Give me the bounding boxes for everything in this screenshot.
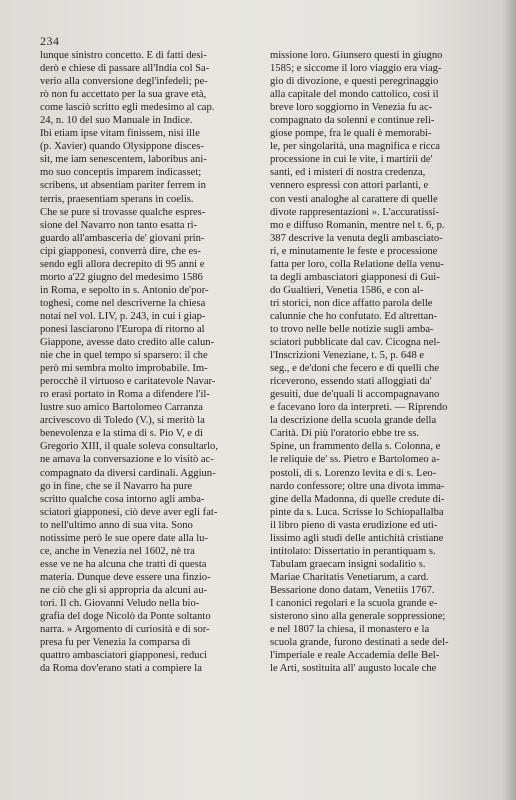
text-line: le reliquie de' ss. Pietro e Bartolomeo a- (270, 454, 440, 466)
text-line: mo suo conceptis imparem indicasset; (40, 167, 202, 179)
text-line: Giappone, avesse dato credito alle calun- (40, 337, 215, 349)
text-line: verio alla conversione degl'infedeli; pe- (40, 76, 208, 88)
text-line: mo e diffuso Romanin, mentre nel t. 6, p. (270, 219, 445, 231)
text-line: breve loro soggiorno in Venezia fu ac- (270, 102, 433, 114)
text-line: compagnato da diversi cardinali. Aggiun- (40, 467, 216, 479)
text-line: pinte da s. Luca. Scrisse lo Schiopallalba (270, 506, 444, 518)
text-line: ri, e minutamente le feste e processione (270, 245, 438, 257)
text-line: narra. » Argomento di curiosità e di sor- (40, 624, 210, 636)
text-line: (p. Xavier) quando Olysippone disces- (40, 141, 204, 153)
text-line: seg., e de'doni che fecero e di quelli che (270, 363, 439, 375)
text-line: però mi sembra molto improbabile. Im- (40, 363, 208, 375)
text-line: gio di divozione, e questi peregrinaggio (270, 76, 439, 88)
text-line: guardo all'ambasceria de' giovani prin- (40, 232, 205, 244)
text-line: ce, anche in Venezia nel 1602, nè tra (40, 545, 195, 557)
text-line: I canonici regolari e la scuola grande e- (270, 597, 438, 609)
text-line: 387 descrive la venuta degli ambasciato- (270, 232, 443, 244)
text-line: go in fine, che se il Navarro ha pure (40, 480, 193, 492)
text-line: notai nel vol. LIV, p. 243, in cui i giap- (40, 310, 206, 322)
text-line: tri storici, non dice affatto parola delle (270, 297, 433, 309)
text-line: santi, ed i misteri di nostra credenza, (270, 167, 426, 179)
text-line: intitolato: Dissertatio in perantiquam s. (270, 545, 436, 557)
text-line: vennero espressi con attori parlanti, e (270, 180, 429, 192)
text-line: compagnato da solenni e continue reli- (270, 115, 435, 127)
text-line: benevolenza e la stima di s. Pio V, e di (40, 428, 203, 440)
page-number: 234 (40, 34, 60, 48)
text-line: Carità. Di più l'oratorio ebbe tre ss. (270, 428, 420, 440)
text-line: 24, n. 10 del suo Manuale in Indice. (40, 115, 193, 127)
text-line: Ibi etiam ipse vitam finissem, nisi ille (40, 128, 200, 140)
text-line: Bessarione dono datam, Venetiis 1767. (270, 584, 435, 596)
text-line: do Gualtieri, Venetia 1586, e con al- (270, 284, 424, 296)
text-line: sisterono sino alla generale soppressione; (270, 611, 446, 623)
text-line: quattro ambasciatori giapponesi, reduci (40, 650, 208, 662)
text-line: con vesti analoghe al carattere di quelle (270, 193, 438, 205)
text-line: terris, praesentiam sperans in coelis. (40, 193, 194, 205)
text-line: toghesi, come nel descriverne la chiesa (40, 297, 206, 309)
text-line: esse ve ne ha alcuna che tratti di questa (40, 558, 207, 570)
text-line: postoli, di s. Lorenzo levita e di s. Leo- (270, 467, 437, 479)
text-line: grafia del doge Nicolò da Ponte soltanto (40, 611, 211, 623)
text-line: Tabulam graecam insigni sodalitio s. (270, 558, 426, 570)
text-line: lunque sinistro concetto. E di fatti desi- (40, 50, 207, 61)
text-line: lissimo agli studi delle antichità cristiane (270, 532, 444, 544)
text-line: derò e chiese di passare all'India col Sa- (40, 63, 210, 75)
text-line: l'Inscrizioni Veneziane, t. 5, p. 648 e (270, 350, 425, 362)
text-line: Spine, un frammento della s. Colonna, e (270, 441, 441, 453)
text-line: divote rappresentazioni ». L'accuratissi- (270, 206, 439, 218)
text-line: ta degli ambasciatori giapponesi di Gui- (270, 271, 440, 283)
text-line: materia. Dunque deve essere una finzio- (40, 571, 211, 583)
text-line: ponesi lasciarono l'Europa di ritorno al (40, 323, 205, 335)
text-line: sciatori giapponesi, ciò deve aver egli fat- (40, 506, 218, 518)
text-line: calunnie che ho confutato. Ed altrettan- (270, 310, 438, 322)
text-line: to trovo nelle belle notizie sugli amba- (270, 323, 434, 335)
text-line: fatta per loro, colla Relatione della venu- (270, 258, 444, 270)
text-line: le, per singolarità, una magnifica e ricca (270, 141, 441, 153)
text-line: cipi giapponesi, converrà dire, che es- (40, 245, 201, 257)
text-line: tori. Il ch. Giovanni Veludo nella bio- (40, 597, 200, 609)
text-line: perocchè il virtuoso e caritatevole Navar- (40, 376, 216, 388)
page-edge-shadow (502, 0, 516, 800)
text-line: gine della Madonna, di quelle credute di- (270, 493, 445, 505)
right-text-column (270, 49, 496, 675)
text-line: alla capitale del mondo cattolico, così il (270, 89, 439, 101)
text-line: to nell'ultimo anno di sua vita. Sono (40, 519, 193, 531)
text-line: scribens, ut absentiam pariter ferrem in (40, 180, 206, 192)
left-text-column (40, 49, 260, 675)
text-line: presa fu per Venezia la comparsa di (40, 637, 191, 649)
text-line: Mariae Charitatis Venetiarum, a card. (270, 571, 429, 583)
text-line: in Roma, e sepolto in s. Antonio de'por- (40, 284, 209, 296)
text-line: lustre suo amico Bartolomeo Carranza (40, 402, 203, 414)
text-line: e facevano loro da interpreti. — Riprendo (270, 402, 448, 414)
text-line: nie che in quel tempo si sparsero: il che (40, 350, 208, 362)
text-line: la descrizione della scuola grande della (270, 415, 437, 427)
text-line: nardo confessore; oltre una divota imma- (270, 480, 445, 492)
text-line: rò non fu accettato per la sua grave età, (40, 89, 207, 101)
text-line: scritto qualche cosa intorno agli amba- (40, 493, 205, 505)
text-line: e nel 1807 la chiesa, il monastero e la (270, 624, 430, 636)
text-line: processione in cui le vite, i martirii de' (270, 154, 433, 166)
text-line: riceverono, essendo stati alloggiati da' (270, 376, 432, 388)
text-line: sendo egli allora decrepito di 95 anni e (40, 258, 205, 270)
text-line: Gregorio XIII, il quale soleva consultarlo, (40, 441, 218, 453)
text-line: sit, me iam senescentem, laboribus ani- (40, 154, 207, 166)
text-line: morto a'22 giugno del medesimo 1586 (40, 271, 203, 283)
text-line: missione loro. Giunsero questi in giugno (270, 50, 443, 61)
text-line: scuola grande, furono destinati a sede del- (270, 637, 449, 649)
text-line: arcivescovo di Toledo (V.), si meritò la (40, 415, 205, 427)
text-line: da Roma dov'erano stati a compiere la (40, 663, 202, 675)
text-line: ne ciò che gli si appropria da alcuni au- (40, 584, 208, 596)
text-line: le Arti, sostituita all' augusto locale che (270, 663, 437, 675)
text-line: sione del Navarro non tanto esatta ri- (40, 219, 198, 231)
text-line: il libro pieno di vasta erudizione ed uti- (270, 519, 438, 531)
text-line: notissime però le sue opere date alla lu- (40, 532, 208, 544)
text-line: Che se pure si trovasse qualche espres- (40, 206, 206, 218)
text-line: giose pompe, fra le quali è memorabi- (270, 128, 432, 140)
text-line: 1585; e siccome il loro viaggio era viag- (270, 63, 442, 75)
text-line: ne amava la conversazione e lo visitò ac- (40, 454, 214, 466)
text-line: l'imperiale e reale Accademia delle Bel- (270, 650, 440, 662)
text-line: sciatori pubblicate dal cav. Cicogna nel- (270, 337, 440, 349)
text-line: ro erasi portato in Roma a difendere l'il- (40, 389, 210, 401)
text-line: come lasciò scritto egli medesimo al cap. (40, 102, 215, 114)
text-line: gesuiti, due de'quali li accompagnavano (270, 389, 440, 401)
